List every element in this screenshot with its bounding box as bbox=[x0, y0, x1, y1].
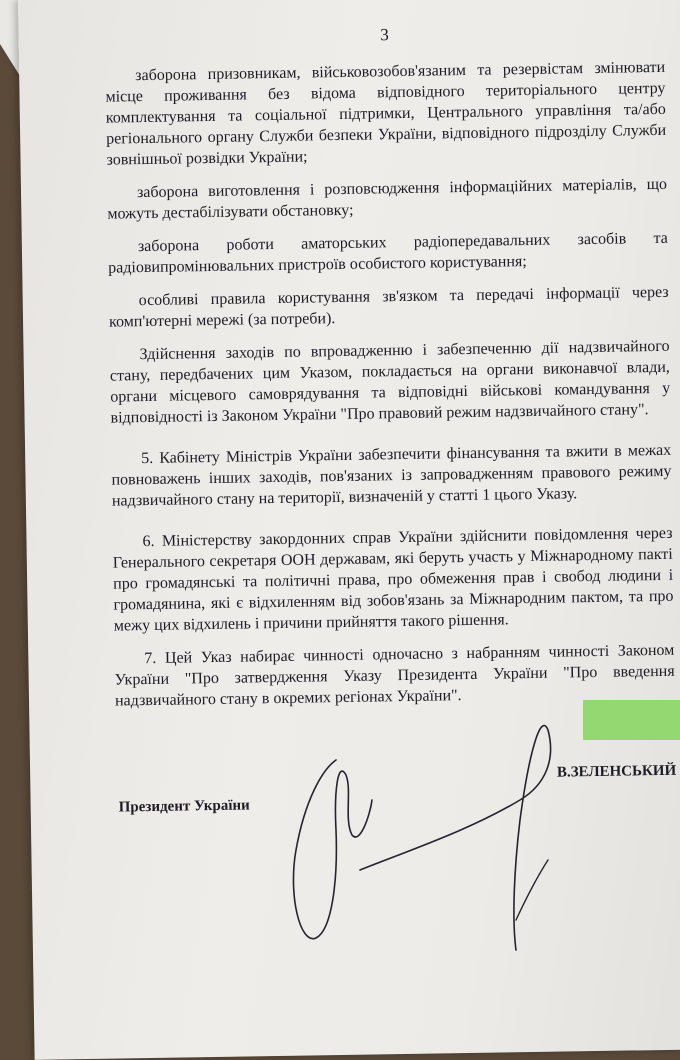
green-marker-stamp bbox=[583, 700, 680, 740]
paragraph-ban-radio: заборона роботи аматорських радіопередавальних засобів та радіовипромінювальних пристроїв особистого користування; bbox=[108, 229, 668, 277]
president-name: В.ЗЕЛЕНСЬКИЙ bbox=[556, 762, 677, 781]
paragraph-ban-materials: заборона виготовлення і розповсюдження інформаційних матеріалів, що можуть дестабілізувати обстановку; bbox=[107, 175, 668, 223]
paragraph-implementation: Здійснення заходів по впровадженню і забезпеченню дії надзвичайного стану, передбачених цим Указом, покладається на органи виконавчої влади, органи місцевого самоврядування та відповідні військові командування у відповідності із Законом України "Про правовий режим надзвичайного стану". bbox=[109, 337, 671, 427]
paragraph-ban-relocation: заборона призовникам, військовозобов'язаним та резервістам змінювати місце проживання без відома відповідного територіального центру комплектування та соціальної підтримки, Центрального управління та/або регіонального органу Служби безпеки України, відповідного підрозділу Служби зовнішньої розвідки України; bbox=[105, 58, 667, 169]
paragraph-item-5: 5. Кабінету Міністрів України забезпечити фінансування та вжити в межах повноважень інших заходів, пов'язаних із запровадженням правового режиму надзвичайного стану на території, визначеній у статті 1 цього Указу. bbox=[111, 441, 672, 510]
document-body bbox=[104, 20, 677, 890]
paragraph-special-rules: особливі правила користування зв'язком та передачі інформації через комп'ютерні мережі (за потреби). bbox=[108, 283, 669, 331]
document-page bbox=[18, 0, 680, 1060]
signature-block bbox=[116, 761, 678, 890]
paragraph-item-7: 7. Цей Указ набирає чинності одночасно з набранням чинності Законом України "Про затвердження Указу Президента України "Про введення надзвичайного стану в окремих регіонах України". bbox=[114, 641, 675, 710]
paragraph-item-6: 6. Міністерству закордонних справ України здійснити повідомлення через Генерального секретаря ООН державам, які беруть участь у Міжнародному пакті про громадянські та політичні права, про обмеження прав і свобод людини і громадянина, які є відхиленням від зобов'язань за Міжнародним пактом, та про межу цих відхилень і причини прийняття такого рішення. bbox=[112, 524, 674, 635]
page-number: 3 bbox=[380, 25, 389, 45]
president-title: Президент України bbox=[118, 797, 250, 816]
